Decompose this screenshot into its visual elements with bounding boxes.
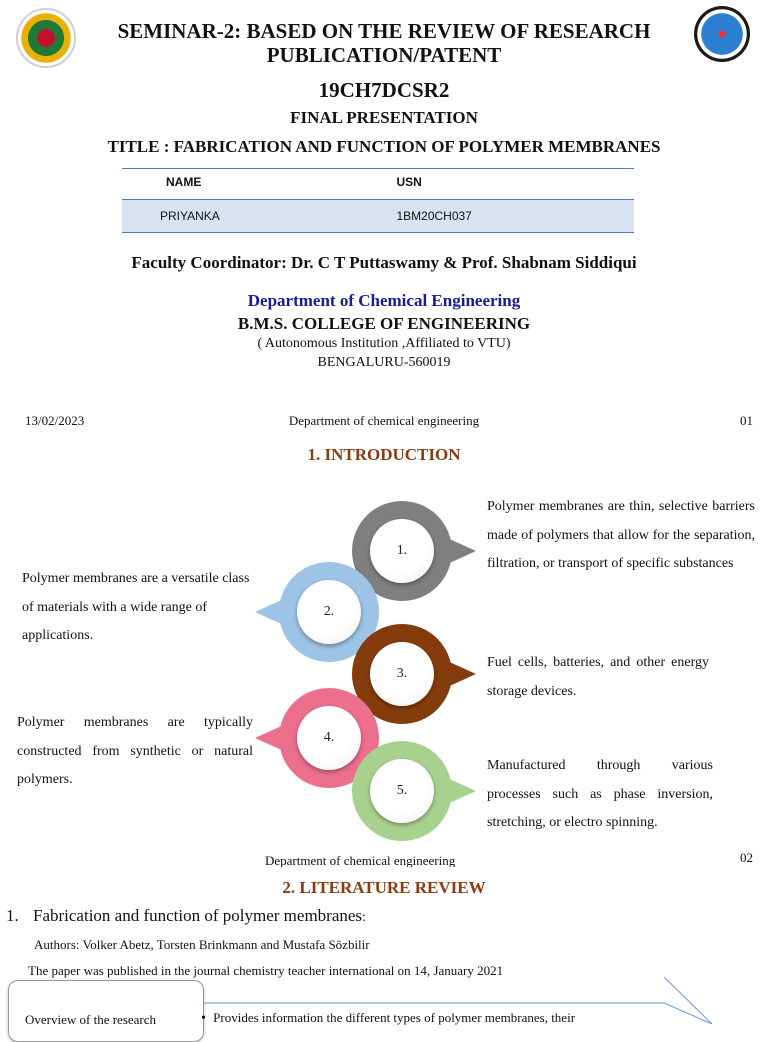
- footer-date: 13/02/2023: [25, 413, 85, 428]
- introduction-heading: 1. INTRODUCTION: [307, 445, 461, 464]
- intro-text-1: Polymer membranes are thin, selective barriers made of polymers that allow for the separation, filtration, or transport of specific substances: [487, 499, 755, 571]
- table-header-row: [122, 169, 634, 200]
- intro-text-3: Fuel cells, batteries, and other energy storage devices.: [487, 655, 709, 699]
- paper-title-colon: :: [362, 910, 366, 925]
- circle-2-label: 2.: [297, 580, 361, 644]
- overview-label: Overview of the research: [25, 1012, 157, 1027]
- student-name: PRIYANKA: [122, 200, 340, 233]
- presentation-title: TITLE : FABRICATION AND FUNCTION OF POLYMER MEMBRANES: [107, 137, 661, 156]
- seminar-title-line2: PUBLICATION/PATENT: [266, 43, 502, 67]
- department-name: Department of Chemical Engineering: [247, 291, 521, 310]
- overview-bullet-text: Provides information the different types of polymer membranes, their: [213, 1010, 576, 1025]
- bullet-dot-icon: •: [201, 1011, 206, 1026]
- paper-number: 1.: [6, 906, 19, 925]
- table-row: [122, 200, 634, 233]
- page-number-2: 02: [740, 850, 753, 865]
- circle-1-label: 1.: [370, 519, 434, 583]
- seminar-title-line1: SEMINAR-2: BASED ON THE REVIEW OF RESEARCH: [117, 19, 651, 43]
- affiliation: ( Autonomous Institution ,Affiliated to VTU): [257, 336, 511, 351]
- paper-title: Fabrication and function of polymer membranes: [33, 906, 363, 925]
- footer-department-2: Department of chemical engineering: [265, 853, 456, 867]
- overview-bullet: [201, 1010, 575, 1027]
- column-header-name: NAME: [122, 169, 340, 200]
- overview-card: [8, 980, 204, 1042]
- faculty-coordinator: Faculty Coordinator: Dr. C T Puttaswamy & Prof. Shabnam Siddiqui: [131, 253, 637, 272]
- intro-text-5: Manufactured through various processes such as phase inversion, stretching, or electro spinning.: [487, 758, 713, 830]
- circle-3-label: 3.: [370, 642, 434, 706]
- paper-authors: Authors: Volker Abetz, Torsten Brinkmann and Mustafa Sözbilir: [34, 937, 370, 952]
- college-name: B.M.S. COLLEGE OF ENGINEERING: [237, 314, 531, 333]
- column-header-usn: USN: [340, 169, 634, 200]
- student-table: [122, 168, 634, 233]
- literature-review-heading: 2. LITERATURE REVIEW: [282, 878, 486, 897]
- paper-publication: The paper was published in the journal chemistry teacher international on 14, January 2021: [28, 963, 504, 978]
- presentation-subtitle: FINAL PRESENTATION: [290, 108, 478, 127]
- course-code: 19CH7DCSR2: [318, 78, 450, 102]
- intro-circle-5: [352, 741, 452, 841]
- student-usn: 1BM20CH037: [340, 200, 634, 233]
- city: BENGALURU-560019: [317, 355, 451, 370]
- circle-5-label: 5.: [370, 759, 434, 823]
- page-number: 01: [740, 413, 753, 428]
- footer-department: Department of chemical engineering: [288, 413, 480, 428]
- intro-text-4: Polymer membranes are typically constructed from synthetic or natural polymers.: [17, 715, 253, 787]
- paper-entry: [6, 906, 366, 926]
- circle-4-label: 4.: [297, 706, 361, 770]
- intro-text-2: Polymer membranes are a versatile class of materials with a wide range of applications.: [22, 571, 250, 643]
